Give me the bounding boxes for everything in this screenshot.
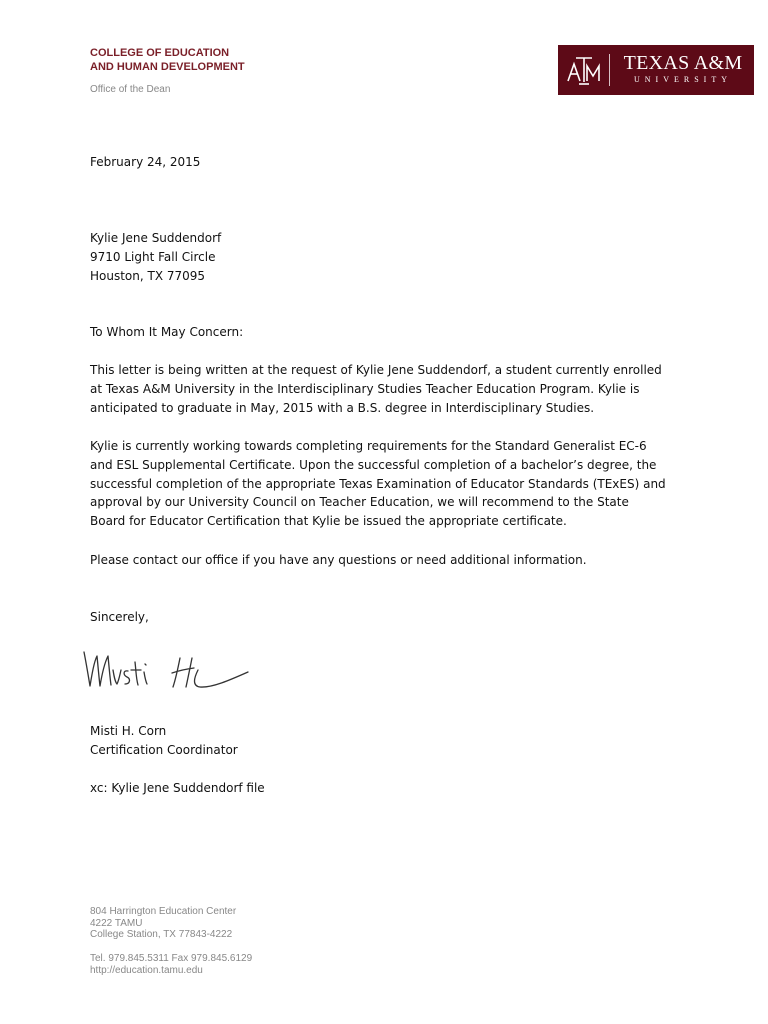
letter-date: February 24, 2015 xyxy=(90,155,201,169)
paragraph-line: anticipated to graduate in May, 2015 with a B.S. degree in Interdisciplinary Studies. xyxy=(90,400,595,415)
logo-subtitle: UNIVERSITY xyxy=(634,75,732,84)
body-paragraph xyxy=(90,361,690,417)
paragraph-line: successful completion of the appropriate Texas Examination of Educator Standards (TExES) and xyxy=(90,476,666,491)
footer-line: College Station, TX 77843-4222 xyxy=(90,929,233,940)
paragraph-line: Kylie is currently working towards completing requirements for the Standard Generalist EC-6 xyxy=(90,439,647,453)
recipient-name: Kylie Jene Suddendorf xyxy=(90,231,222,245)
paragraph-line: Board for Educator Certification that Kylie be issued the appropriate certificate. xyxy=(90,514,567,529)
logo-wordmark: TEXAS A&M xyxy=(623,52,743,74)
paragraph-line: This letter is being written at the request of Kylie Jene Suddendorf, a student currently enrolled xyxy=(90,363,662,377)
department-line: AND HUMAN DEVELOPMENT xyxy=(90,61,245,73)
university-logo xyxy=(558,45,754,95)
footer-address xyxy=(90,906,236,941)
signer-title: Certification Coordinator xyxy=(90,743,238,757)
footer-website: http://education.tamu.edu xyxy=(90,964,203,976)
body-paragraph xyxy=(90,551,690,570)
paragraph-line: Please contact our office if you have any questions or need additional information. xyxy=(90,553,587,567)
footer-contact xyxy=(90,953,252,976)
closing: Sincerely, xyxy=(90,610,149,624)
footer-phone: Tel. 979.845.5311 Fax 979.845.6129 xyxy=(90,953,253,964)
cc-line: xc: Kylie Jene Suddendorf file xyxy=(90,781,265,795)
atm-logo-icon xyxy=(567,54,601,86)
recipient-street: 9710 Light Fall Circle xyxy=(90,250,216,264)
paragraph-line: at Texas A&M University in the Interdisciplinary Studies Teacher Education Program. Kylie is xyxy=(90,381,640,396)
footer-line: 4222 TAMU xyxy=(90,917,143,929)
footer-line: 804 Harrington Education Center xyxy=(90,906,237,917)
paragraph-line: and ESL Supplemental Certificate. Upon the successful completion of a bachelor’s degree, the xyxy=(90,457,657,472)
salutation: To Whom It May Concern: xyxy=(90,325,244,339)
department-name xyxy=(90,46,245,74)
department-line: COLLEGE OF EDUCATION xyxy=(90,47,230,59)
office-label: Office of the Dean xyxy=(90,84,171,95)
paragraph-line: approval by our University Council on Teacher Education, we will recommend to the State xyxy=(90,495,629,510)
signature-image xyxy=(80,640,260,700)
recipient-city: Houston, TX 77095 xyxy=(90,269,206,283)
logo-divider xyxy=(609,54,610,86)
body-paragraph xyxy=(90,437,690,531)
signer-name: Misti H. Corn xyxy=(90,724,167,738)
